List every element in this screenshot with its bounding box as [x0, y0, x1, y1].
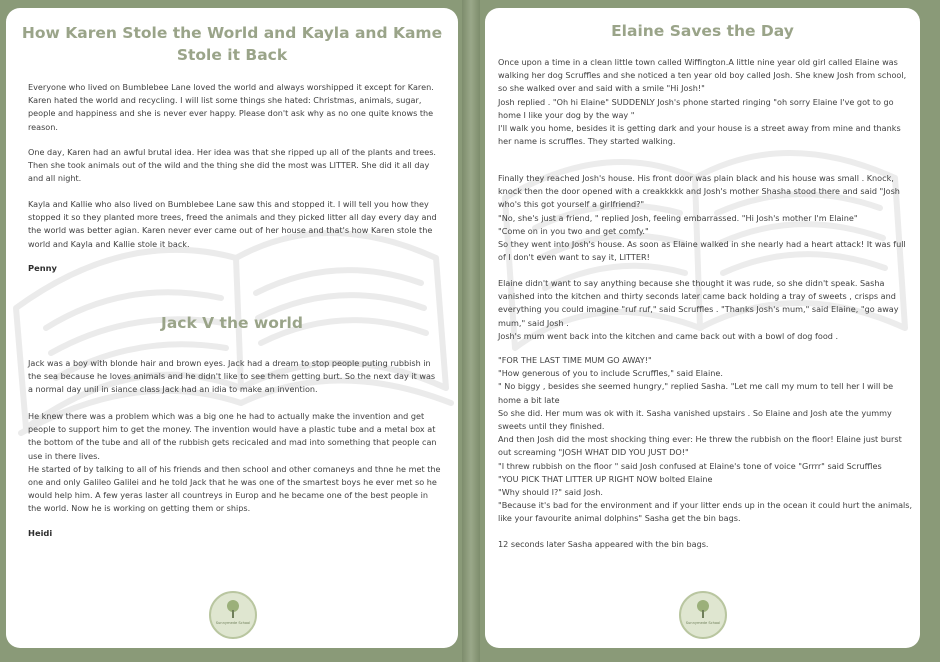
book-spine — [462, 0, 480, 662]
story3-paragraph-1: Once upon a time in a clean little town called Wiffington.A little nine year old girl called Elaine was walking her dog Scruffles and she noticed a ten year old boy called Josh. She knew Josh from school, so she walked over and said with a smile "Hi Josh!" Josh replied . "Oh hi Elaine" SUDDENLY Josh's phone started ringing "oh sorry Elaine I've got to go home I like your dog by the way " I'll walk you home, besides it is getting dark and your house is a street away from mine and thanks her name is scruffles. They started walking. — [498, 57, 907, 147]
story1-author: Penny — [28, 263, 57, 273]
school-logo — [209, 591, 257, 639]
right-page — [485, 8, 920, 648]
story1-paragraph-3: Kayla and Kallie who also lived on Bumblebee Lane saw this and stopped it. I will tell you how they stopped it so they planted more trees, freed the animals and they picked litter all day every day and the world was better agian. Karen never ever came out of her house and that's how Karen stole the world and Kayla and Kallie stole it back. — [28, 199, 437, 249]
story2-paragraph-1: Jack was a boy with blonde hair and brown eyes. Jack had a dream to stop people puting rubbish in the sea because he loves animals and he didn't like to see them getting burt. So the next day it was a normal day unil in siance class Jack had an idia to make an invention. — [28, 358, 436, 395]
story3-paragraph-4: "FOR THE LAST TIME MUM GO AWAY!" "How generous of you to include Scruffles," said Elaine. " No biggy , besides she seemed hungry," replied Sasha. "Let me call my mum to tell her I will be home a bit late So she did. Her mum was ok with it. Sasha vanished upstairs . So Elaine and Josh ate the yummy sweets until they finished. And then Josh did the most shocking thing ever: He threw the rubbish on the floor! Elaine just burst out screaming "JOSH WHAT DID YOU JUST DO!" "I threw rubbish on the floor " said Josh confused at Elaine's tone of voice "Grrrr" said Scruffles "YOU PICK THAT LITTER UP RIGHT NOW bolted Elaine "Why should I?" said Josh. "Because it's bad for the environment and if your litter ends up in the ocean it could hurt the animals, like your favourite animal dolphins" Sasha get the bin bags. — [498, 355, 913, 524]
tree-icon — [211, 593, 255, 637]
left-page — [6, 8, 458, 648]
story3-title: Elaine Saves the Day — [611, 22, 794, 40]
logo-text: Sunnymede School — [685, 621, 721, 625]
story1-paragraph-2: One day, Karen had an awful brutal idea. Her idea was that she ripped up all of the plants and trees. Then she took animals out of the wild and the thing she did the most was LITTER. She did it all day and all night. — [28, 147, 436, 184]
story1-title: How Karen Stole the World and Kayla and Kame Stole it Back — [21, 24, 443, 64]
story2-author: Heidi — [28, 528, 53, 538]
tree-icon — [681, 593, 725, 637]
story3-paragraph-3: Elaine didn't want to say anything because she thought it was rude, so she didn't speak. Sasha vanished into the kitchen and thirty seconds later came back holding a tray of sweets , crisps and everything you could imagine "ruf ruf," said Scruffles . "Thanks Josh's mum," said Elaine, "go away mum," said Josh . Josh's mum went back into the kitchen and came back out with a bowl of dog food . — [498, 278, 899, 341]
logo-text: Sunnymede School — [215, 621, 251, 625]
school-logo — [679, 591, 727, 639]
story2-title: Jack V the world — [161, 314, 303, 332]
story3-paragraph-2: Finally they reached Josh's house. His front door was plain black and his house was small . Knock, knock then the door opened with a creakkkkk and Josh's mother Shasha stood there and said "Josh who's this got yourself a girlfriend?" "No, she's just a friend, " replied Josh, feeling embarrassed. "Hi Josh's mother I'm Elaine" "Come on in you two and get comfy." So they went into Josh's house. As soon as Elaine walked in she nearly had a heart attack! It was full of I don't even want to say it, LITTER! — [498, 173, 906, 263]
story2-paragraph-2: He knew there was a problem which was a big one he had to actually make the invention and get people to support him to get the money. The invention would have a plastic tube and a metal box at the bottom of the tube and all of the rubbish gets recicaled and mad into something that people can use in there lives. He started of by talking to all of his friends and then school and other comaneys and thne he met the one and only Galileo Galilei and he told Jack that he was one of the smartest boys he ever met so he would help him. A few yeras laster all countreys in Europ and he became one of the best people in the world. Now he is working on getting them or ships. — [28, 411, 441, 514]
story1-paragraph-1: Everyone who lived on Bumblebee Lane loved the world and always worshipped it except for Karen. Karen hated the world and recycling. I will list some things she hated: Christmas, animals, sugar, people and happiness and she is never ever happy. Please don't ask why as no one quite knows the reason. — [28, 82, 434, 132]
story3-paragraph-5: 12 seconds later Sasha appeared with the bin bags. — [498, 539, 709, 549]
